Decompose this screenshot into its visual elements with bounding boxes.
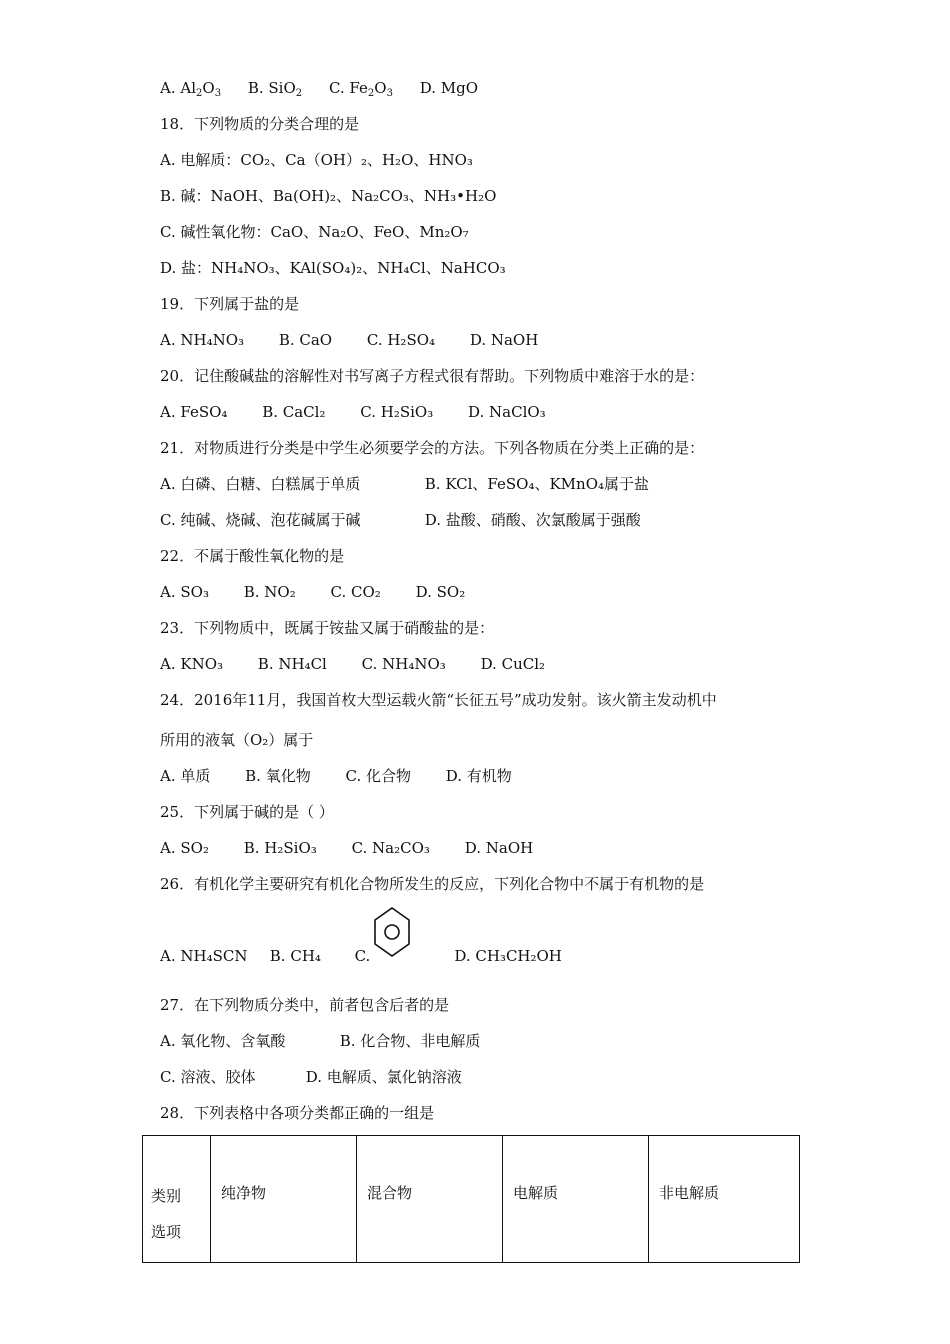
q21-option-a: A. 白磷、白糖、白糕属于单质 <box>160 475 361 493</box>
q21-option-b: B. KCl、FeSO₄、KMnO₄属于盐 <box>424 475 650 493</box>
q28-stem: 28．下列表格中各项分类都正确的一组是 <box>160 1104 435 1122</box>
table-header-row <box>143 1136 800 1263</box>
q22-option-d: D. SO₂ <box>415 583 466 601</box>
q26-option-d: D. CH₃CH₂OH <box>454 947 562 965</box>
q20-option-d: D. NaClO₃ <box>468 403 546 421</box>
q26-options <box>160 946 562 966</box>
q25-option-d: D. NaOH <box>464 839 534 857</box>
q18-option-c: C. 碱性氧化物：CaO、Na₂O、FeO、Mn₂O₇ <box>160 223 469 241</box>
q22-options <box>160 582 465 602</box>
q27-options-cd <box>160 1067 462 1087</box>
q17-options <box>160 78 478 98</box>
header-non-electrolyte: 非电解质 <box>649 1136 800 1263</box>
q23-stem: 23．下列物质中，既属于铵盐又属于硝酸盐的是： <box>160 619 495 637</box>
q21-options-cd <box>160 510 641 530</box>
q21-option-d: D. 盐酸、硝酸、次氯酸属于强酸 <box>424 511 641 529</box>
q25-option-c: C. Na₂CO₃ <box>351 839 430 857</box>
corner-option-label: 选项 <box>151 1223 182 1241</box>
corner-category-label: 类别 <box>151 1187 182 1205</box>
q17-option-a: A. $Al_2O_3$ <box>160 79 222 99</box>
q26-stem: 26．有机化学主要研究有机化合物所发生的反应，下列化合物中不属于有机物的是 <box>160 875 705 893</box>
q18-option-d: D. 盐：NH₄NO₃、KAl(SO₄)₂、NH₄Cl、NaHCO₃ <box>160 259 506 277</box>
q23-option-c: C. NH₄NO₃ <box>361 655 446 673</box>
table-corner-cell <box>143 1136 211 1263</box>
q26-option-b: B. CH₄ <box>269 947 321 965</box>
q17-option-c: C. $Fe_2O_3$ <box>328 79 393 99</box>
header-electrolyte: 电解质 <box>503 1136 649 1263</box>
q20-stem: 20．记住酸碱盐的溶解性对书写离子方程式很有帮助。下列物质中难溶于水的是： <box>160 367 705 385</box>
q24-options <box>160 766 512 786</box>
q25-option-a: A. SO₂ <box>160 839 209 857</box>
q27-options-ab <box>160 1031 480 1051</box>
q20-option-b: B. CaCl₂ <box>262 403 326 421</box>
q25-options <box>160 838 533 858</box>
q23-option-b: B. NH₄Cl <box>257 655 327 673</box>
q24-stem-line2: 所用的液氧（O₂）属于 <box>160 731 314 749</box>
q19-option-b: B. CaO <box>278 331 333 349</box>
q23-option-d: D. CuCl₂ <box>480 655 546 673</box>
q21-stem: 21．对物质进行分类是中学生必须要学会的方法。下列各物质在分类上正确的是： <box>160 439 705 457</box>
q27-option-b: B. 化合物、非电解质 <box>339 1032 481 1050</box>
header-mixture: 混合物 <box>357 1136 503 1263</box>
q22-stem: 22．不属于酸性氧化物的是 <box>160 547 345 565</box>
q17-option-b: B. SiO$_2$ <box>247 79 303 99</box>
q19-option-d: D. NaOH <box>469 331 539 349</box>
q26-option-a: A. NH₄SCN <box>160 947 248 965</box>
q19-option-a: A. NH₄NO₃ <box>160 331 245 349</box>
q19-options <box>160 330 538 350</box>
q20-option-c: C. H₂SiO₃ <box>360 403 434 421</box>
q25-option-b: B. H₂SiO₃ <box>243 839 317 857</box>
classification-table <box>142 1135 800 1263</box>
q23-option-a: A. KNO₃ <box>160 655 224 673</box>
q18-stem: 18．下列物质的分类合理的是 <box>160 115 360 133</box>
q27-stem: 27．在下列物质分类中，前者包含后者的是 <box>160 996 450 1014</box>
q24-option-c: C. 化合物 <box>345 767 411 785</box>
q18-option-a: A. 电解质：CO₂、Ca（OH）₂、H₂O、HNO₃ <box>160 151 473 169</box>
header-pure-substance: 纯净物 <box>211 1136 357 1263</box>
q26-option-c: C. <box>354 947 371 965</box>
benzene-ring-icon <box>372 906 412 958</box>
q17-option-d: D. MgO <box>419 79 479 97</box>
q25-stem: 25．下列属于碱的是（ ） <box>160 803 334 821</box>
q19-stem: 19．下列属于盐的是 <box>160 295 300 313</box>
q21-option-c: C. 纯碱、烧碱、泡花碱属于碱 <box>160 511 361 529</box>
q27-option-a: A. 氧化物、含氧酸 <box>160 1032 286 1050</box>
q22-option-a: A. SO₃ <box>160 583 209 601</box>
q22-option-c: C. CO₂ <box>330 583 381 601</box>
q20-option-a: A. FeSO₄ <box>160 403 228 421</box>
q22-option-b: B. NO₂ <box>243 583 296 601</box>
q24-stem-line1: 24．2016年11月，我国首枚大型运载火箭“长征五号”成功发射。该火箭主发动机中 <box>160 691 717 709</box>
q24-option-a: A. 单质 <box>160 767 211 785</box>
q18-option-b: B. 碱：NaOH、Ba(OH)₂、Na₂CO₃、NH₃•H₂O <box>160 187 497 205</box>
q27-option-d: D. 电解质、氯化钠溶液 <box>305 1068 462 1086</box>
q24-option-b: B. 氧化物 <box>245 767 311 785</box>
q27-option-c: C. 溶液、胶体 <box>160 1068 256 1086</box>
q21-options-ab <box>160 474 649 494</box>
q19-option-c: C. H₂SO₄ <box>366 331 436 349</box>
q24-option-d: D. 有机物 <box>445 767 512 785</box>
q23-options <box>160 654 545 674</box>
q20-options <box>160 402 546 422</box>
